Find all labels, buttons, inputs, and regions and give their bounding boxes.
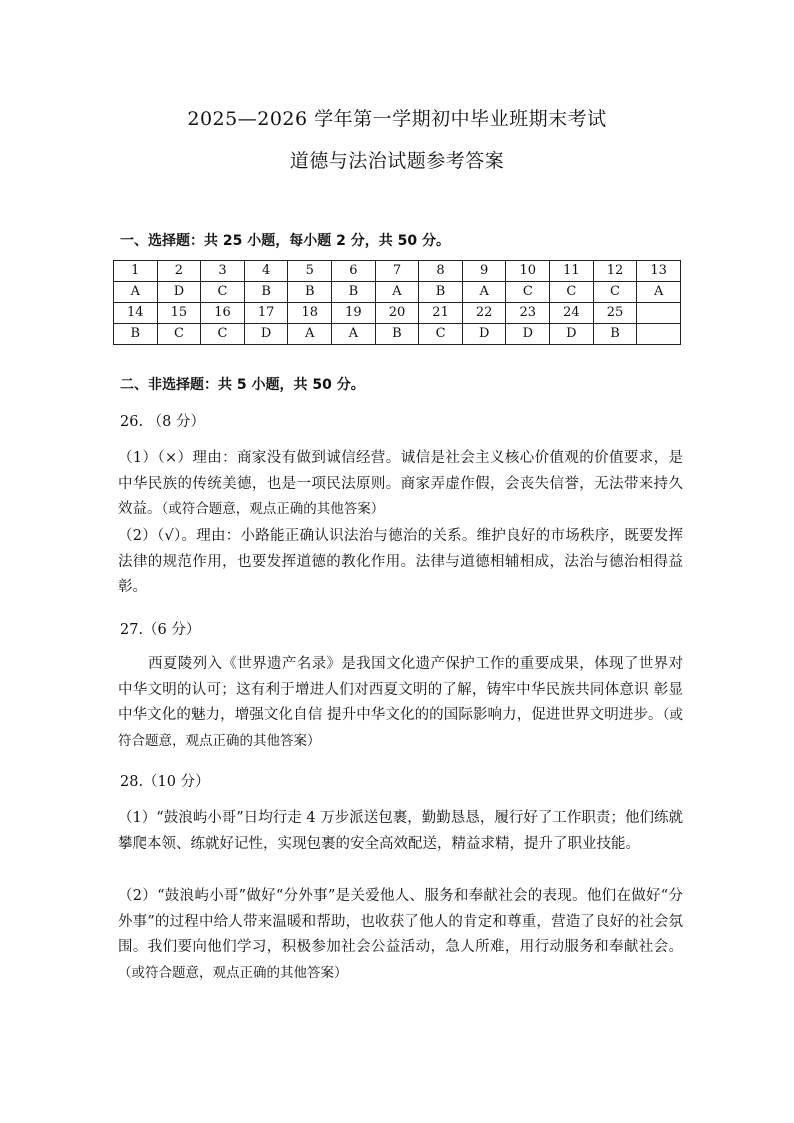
answer-letter-cell: B [332, 282, 376, 303]
section2-heading: 二、非选择题：共 5 小题，共 50 分。 [120, 377, 365, 393]
answer-letter-cell [637, 324, 681, 345]
q27-answer-text: 西夏陵列入《世界遗产名录》是我国文化遗产保护工作的重要成果，体现了世界对中华文明的认可；这有利于增进人们对西夏文明的了解，铸牢中华民族共同体意识 彰显中华文化的魅力，增强文化自信 提升中华文化的的国际影响力，促进世界文明进步。 [118, 656, 683, 723]
answer-number-cell: 17 [244, 303, 288, 324]
answer-letter-cell: C [593, 282, 637, 303]
multiple-choice-answer-table [113, 260, 681, 345]
answer-letter-cell: A [375, 282, 419, 303]
answer-number-cell: 16 [201, 303, 245, 324]
answer-letter-cell: D [462, 324, 506, 345]
answer-letter-cell: B [288, 282, 332, 303]
answer-number-cell: 3 [201, 261, 245, 282]
answer-number-cell: 25 [593, 303, 637, 324]
answer-number-cell: 19 [332, 303, 376, 324]
answer-table-row [114, 261, 681, 282]
answer-number-cell: 18 [288, 303, 332, 324]
q28-part2-text: （2）“鼓浪屿小哥”做好“分外事”是关爱他人、服务和奉献社会的表现。他们在做好“分外事”的过程中给人带来温暖和帮助，也收获了他人的肯定和尊重，营造了良好的社会氛围。我们要向他们学习，积极参加社会公益活动，急人所难，用行动服务和奉献社会。 [118, 888, 683, 955]
q26-part1-note: （或符合题意，观点正确的其他答案） [161, 501, 385, 517]
answer-number-cell: 20 [375, 303, 419, 324]
q27-label: 27.（6 分） [120, 622, 201, 638]
answer-letter-cell: D [157, 282, 201, 303]
answer-letter-cell: B [375, 324, 419, 345]
answer-letter-cell: D [550, 324, 594, 345]
answer-number-cell [637, 303, 681, 324]
answer-number-cell: 11 [550, 261, 594, 282]
answer-letter-cell: C [157, 324, 201, 345]
q28-part1: （1）“鼓浪屿小哥”日均行走 4 万步派送包裹，勤勤恳恳，履行好了工作职责；他们练就攀爬本领、练就好记性，实现包裹的安全高效配送，精益求精，提升了职业技能。 [118, 810, 683, 852]
answer-number-cell: 15 [157, 303, 201, 324]
answer-table-row [114, 303, 681, 324]
answer-number-cell: 4 [244, 261, 288, 282]
answer-number-cell: 7 [375, 261, 419, 282]
answer-number-cell: 13 [637, 261, 681, 282]
answer-number-cell: 8 [419, 261, 463, 282]
q26-part1 [118, 446, 683, 523]
q26-label: 26. （8 分） [120, 414, 206, 430]
answer-number-cell: 1 [114, 261, 158, 282]
answer-letter-cell: A [288, 324, 332, 345]
answer-letter-cell: D [506, 324, 550, 345]
answer-letter-cell: A [332, 324, 376, 345]
answer-letter-cell: A [462, 282, 506, 303]
answer-letter-cell: A [114, 282, 158, 303]
answer-letter-cell: C [550, 282, 594, 303]
answer-letter-cell: A [637, 282, 681, 303]
answer-letter-cell: C [419, 324, 463, 345]
answer-letter-cell: B [593, 324, 637, 345]
section1-heading: 一、选择题：共 25 小题，每小题 2 分，共 50 分。 [120, 233, 450, 249]
answer-number-cell: 5 [288, 261, 332, 282]
answer-table-row [114, 282, 681, 303]
answer-number-cell: 24 [550, 303, 594, 324]
q28-part2-note: （或符合题意，观点正确的其他答案） [118, 964, 348, 981]
answer-table-row [114, 324, 681, 345]
answer-number-cell: 14 [114, 303, 158, 324]
answer-letter-cell: C [201, 324, 245, 345]
answer-number-cell: 9 [462, 261, 506, 282]
q27-answer-note: （或符合题意，观点正确的其他答案） [118, 707, 683, 749]
q26-part1-text: （1）（×）理由：商家没有做到诚信经营。诚信是社会主义核心价值观的价值要求，是中华民族的传统美德，也是一项民法原则。商家弄虚作假，会丧失信誉，无法带来持久效益。 [118, 450, 683, 517]
answer-letter-cell: B [419, 282, 463, 303]
answer-letter-cell: B [244, 282, 288, 303]
answer-key-title: 道德与法治试题参考答案 [289, 150, 505, 172]
q27-answer [118, 652, 683, 754]
answer-number-cell: 23 [506, 303, 550, 324]
answer-number-cell: 12 [593, 261, 637, 282]
answer-letter-cell: B [114, 324, 158, 345]
answer-number-cell: 21 [419, 303, 463, 324]
q26-part2: （2）（√）。理由：小路能正确认识法治与德治的关系。维护良好的市场秩序，既要发挥法律的规范作用，也要发挥道德的教化作用。法律与道德相辅相成，法治与德治相得益彰。 [118, 528, 683, 595]
answer-number-cell: 6 [332, 261, 376, 282]
q28-label: 28.（10 分） [120, 774, 210, 790]
answer-letter-cell: C [201, 282, 245, 303]
answer-letter-cell: C [506, 282, 550, 303]
answer-number-cell: 22 [462, 303, 506, 324]
answer-number-cell: 10 [506, 261, 550, 282]
answer-letter-cell: D [244, 324, 288, 345]
exam-title: 2025—2026 学年第一学期初中毕业班期末考试 [187, 108, 607, 130]
q28-part2 [118, 884, 683, 986]
answer-number-cell: 2 [157, 261, 201, 282]
